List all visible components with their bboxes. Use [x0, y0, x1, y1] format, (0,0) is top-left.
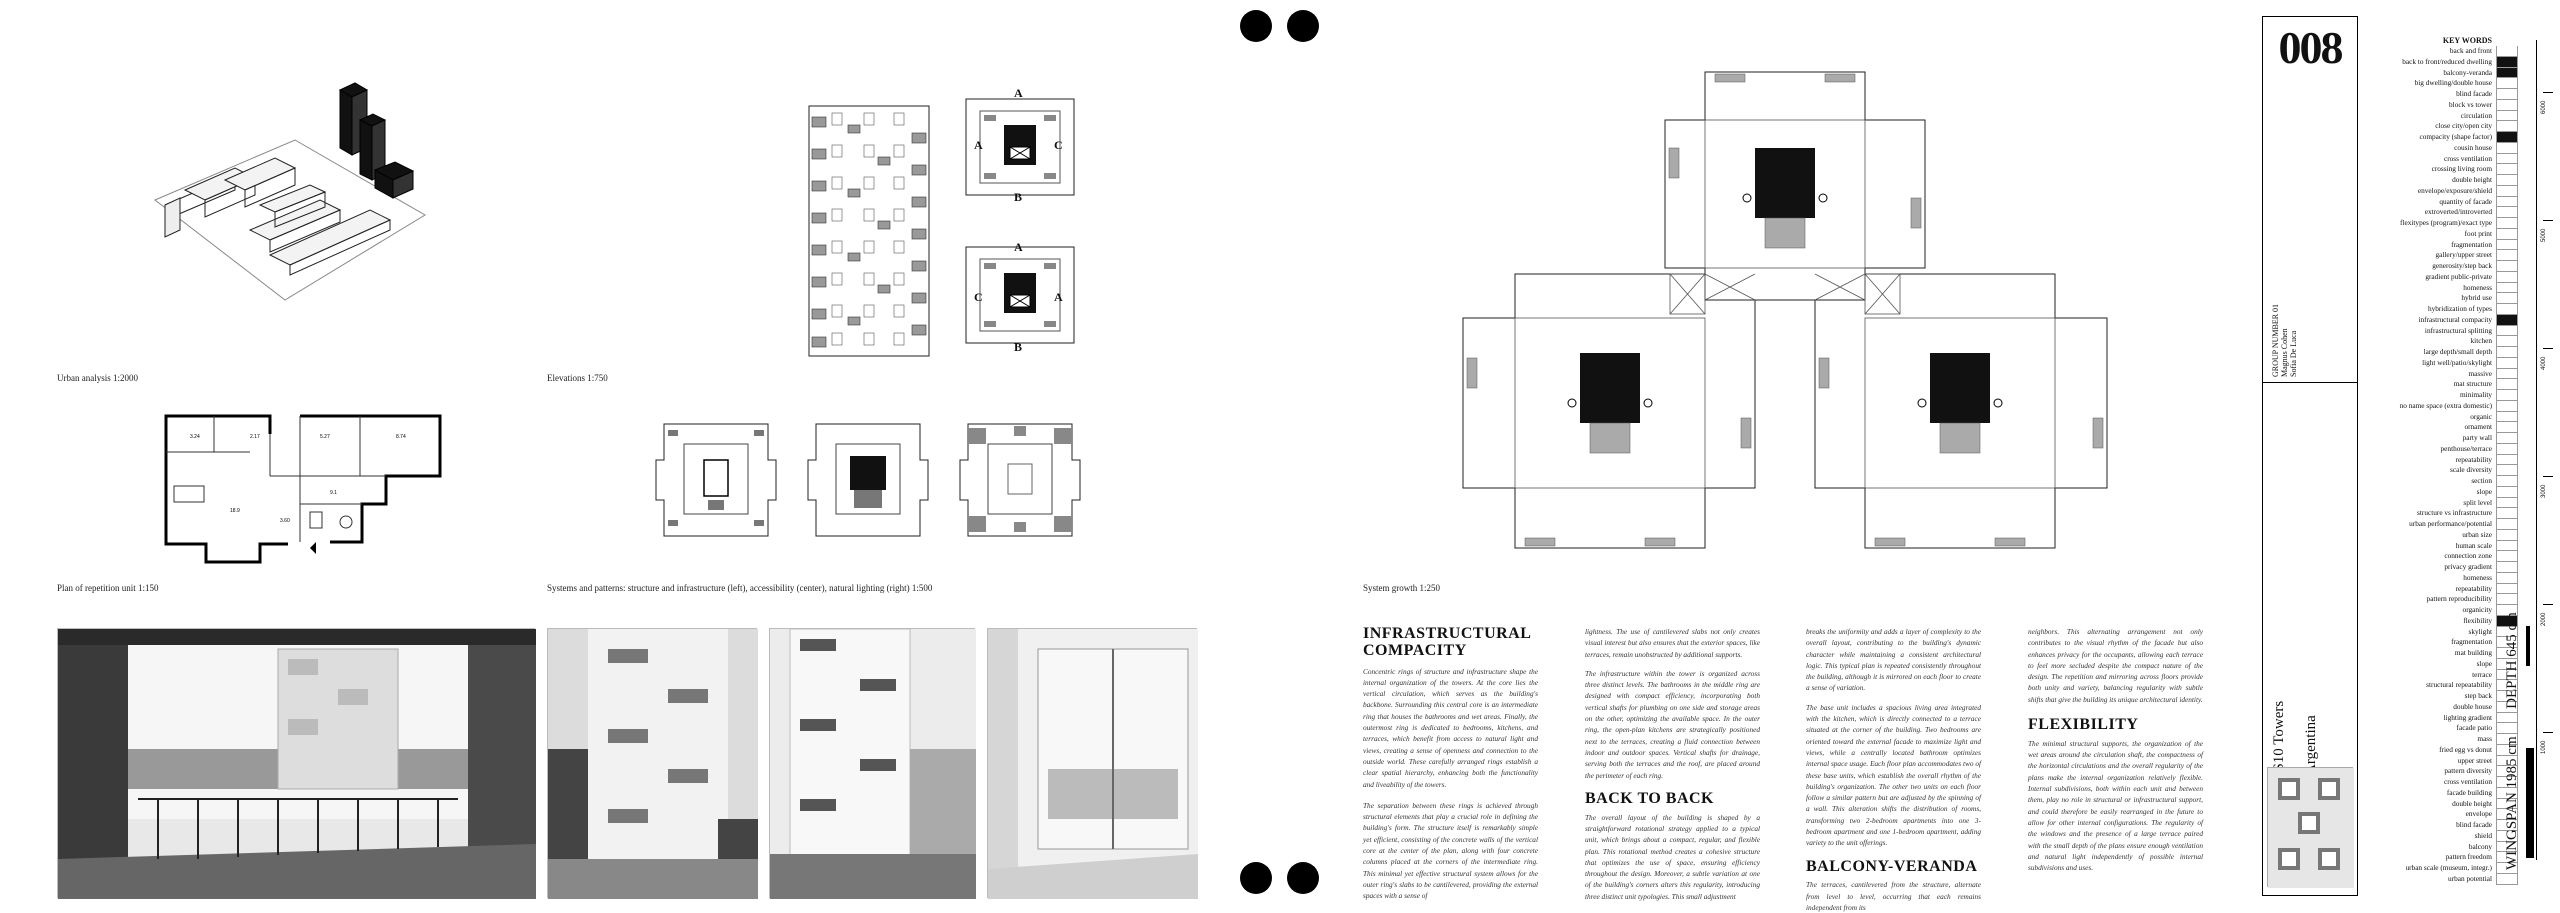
keyword-item: back to front/reduced dwelling [2402, 56, 2492, 66]
scale-tick-label: 5000 [2541, 228, 2547, 242]
essay-column-3 [1806, 626, 1981, 913]
keyword-marker [2497, 218, 2517, 229]
keyword-marker [2497, 412, 2517, 423]
keyword-item: double height [2452, 798, 2492, 808]
wingspan-bar [2526, 748, 2534, 858]
keyword-marker [2497, 476, 2517, 487]
keyword-marker [2497, 584, 2517, 595]
keyword-item: step back [2464, 691, 2492, 700]
keyword-marker [2497, 594, 2517, 605]
keyword-item: infrastructural splitting [2424, 325, 2492, 335]
binding-dot [1287, 862, 1319, 894]
caption-elevations: Elevations 1:750 [547, 373, 608, 383]
dimension-labels [2504, 612, 2521, 870]
keyword-item: generosity/step back [2432, 261, 2492, 270]
heading-back-to-back: BACK TO BACK [1585, 789, 1714, 807]
keyword-marker [2497, 229, 2517, 240]
keyword-item: double house [2453, 701, 2492, 711]
essay-paragraph: The infrastructure within the tower is organized across three distinct levels. The bathrooms in the middle ring are designed with compact efficiency, incorporating both vertical shafts for plumbing on one side and storage areas on the other, optimizing the available space. In the outer ring, the open-plan kitchens are strategically positioned next to the terraces, creating a fluid connection between indoor and outdoor spaces. Vertical shafts for drainage, serving both the terraces and the roof, are placed around the perimeter of each ring. [1585, 668, 1760, 780]
keyword-item: structural repeatability [2426, 680, 2492, 690]
elevation-label: A [1054, 290, 1063, 304]
elevation-label: C [974, 290, 983, 304]
keyword-marker [2497, 498, 2517, 509]
keyword-marker [2497, 46, 2517, 57]
keyword-marker [2497, 100, 2517, 111]
keyword-marker [2497, 143, 2517, 154]
keyword-item: mat structure [2453, 379, 2492, 389]
keyword-item: urban scale (museum, integr.) [2405, 863, 2492, 872]
unit-floor-plan [160, 412, 450, 572]
essay-paragraph: breaks the uniformity and adds a layer of complexity to the overall layout, contributing to the building's dynamic character while maintaining a consistent architectural logic. This typical plan is repeated consistently throughout the building, although it is mirrored on each floor to create a sense of variation. [1806, 627, 1981, 693]
essay-paragraph: The separation between these rings is achieved through structural elements that play a crucial role in defining the building's form. The structure itself is remarkably simple yet efficient, consisting of the concrete walls of the vertical core at the center of the plan, along with four concrete columns placed at the corners of the intermediate ring. This minimal yet effective structural system allows for the outer ring's slabs to be cantilevered, providing the external spaces with a sense of [1363, 800, 1538, 901]
photo-interior-window [987, 628, 1197, 898]
keyword-marker [2497, 390, 2517, 401]
keyword-item: mat building [2454, 648, 2492, 657]
keyword-marker [2497, 369, 2517, 380]
room-area: 18.9 [230, 508, 240, 514]
scale-tick [2543, 92, 2553, 93]
room-area: 5.27 [320, 434, 330, 440]
wingspan-label: WINGSPAN 1985 cm [2504, 736, 2520, 870]
title-block [2262, 16, 2358, 896]
keyword-marker [2497, 379, 2517, 390]
keyword-marker [2497, 573, 2517, 584]
keyword-marker [2497, 401, 2517, 412]
depth-label: DEPTH 645 cm [2504, 612, 2520, 709]
photo-tower-facade [547, 628, 757, 898]
keyword-item: block vs tower [2449, 99, 2492, 109]
keyword-item: structure vs infrastructure [2417, 508, 2492, 518]
scale-tick [2543, 220, 2553, 221]
keyword-item: mass [2477, 734, 2492, 743]
keyword-item: urban performance/potential [2409, 519, 2492, 528]
keyword-marker [2497, 562, 2517, 573]
keyword-marker [2497, 78, 2517, 89]
caption-plan-repetition: Plan of repetition unit 1:150 [57, 583, 159, 593]
scale-tick-label: 6000 [2541, 100, 2547, 114]
keyword-item: balcony [2468, 841, 2492, 851]
keyword-item: party wall [2462, 433, 2492, 442]
elevation-label: A [974, 138, 983, 152]
keyword-item: upper street [2457, 755, 2492, 765]
keyword-item: minimality [2459, 390, 2492, 399]
keyword-marker [2497, 444, 2517, 455]
room-area: 3.24 [190, 434, 200, 440]
keyword-marker [2497, 530, 2517, 541]
keyword-marker [2497, 455, 2517, 466]
keyword-item: balcony-veranda [2443, 67, 2492, 77]
essay-paragraph: lightness. The use of cantilevered slabs not only creates visual interest but also ensures that the exterior spaces, like terraces, remain unobstructed by additional supports. [1585, 627, 1760, 659]
elevation-label: B [1014, 190, 1023, 204]
keyword-marker [2497, 347, 2517, 358]
keyword-item: compacity (shape factor) [2419, 132, 2492, 141]
keyword-item: blind facade [2456, 820, 2492, 829]
keyword-item: pattern diversity [2444, 766, 2492, 776]
systems-plan-accessibility [806, 420, 930, 540]
keyword-item: big dwelling/double house [2414, 78, 2492, 88]
member-name: Magnus Cohen [2280, 328, 2289, 377]
keyword-marker [2497, 487, 2517, 498]
keyword-marker [2497, 121, 2517, 132]
keyword-item: repeatability [2455, 583, 2492, 593]
keyword-item: scale diversity [2450, 465, 2492, 475]
urban-axonometric [145, 70, 435, 330]
caption-urban-analysis: Urban analysis 1:2000 [57, 373, 138, 383]
scale-tick [2543, 732, 2553, 733]
keyword-marker [2497, 283, 2517, 294]
keywords-list [2346, 46, 2492, 885]
elevation-drawing [808, 105, 930, 357]
keyword-item: homeness [2463, 572, 2492, 582]
keyword-marker [2497, 250, 2517, 261]
essay-paragraph: The terraces, cantilevered from the structure, alternate from level to level, occurring that each remains independent from its [1806, 880, 1981, 913]
keyword-marker [2497, 111, 2517, 122]
keyword-marker [2497, 422, 2517, 433]
keyword-item: repeatability [2455, 454, 2492, 464]
keyword-active-marker [2497, 132, 2517, 143]
keyword-item: fried egg vs donut [2439, 744, 2492, 754]
keyword-item: blind facade [2456, 89, 2492, 98]
essay-paragraph: Concentric rings of structure and infrastructure shape the internal organization of the towers. At the core lies the vertical circulation, which serves as the building's backbone. Surrounding this central core is an intermediate ring that houses the bathrooms and wet areas. Finally, the outermost ring is dedicated to bedrooms, kitchens, and terraces, which benefit from access to natural light and views, creating a sense of openness and connection to the outside world. These carefully arranged rings establish a clear spatial hierarchy, enhancing both the functionality and liveability of the towers. [1363, 666, 1538, 789]
keyword-marker [2497, 336, 2517, 347]
group-info [2271, 304, 2298, 377]
keyword-item: hybrid use [2461, 293, 2492, 303]
scale-tick [2543, 348, 2553, 349]
system-growth-plan [1455, 68, 2115, 568]
elevation-label: B [1014, 340, 1023, 354]
keyword-item: human scale [2455, 540, 2492, 550]
room-area: 2.17 [250, 434, 260, 440]
keyword-item: cross ventilation [2443, 777, 2492, 786]
scale-tick [2543, 476, 2553, 477]
keyword-item: facade patio [2456, 723, 2492, 733]
scale-ruler [2536, 40, 2552, 860]
keyword-marker [2497, 197, 2517, 208]
essay-column-1 [1363, 626, 1538, 902]
keyword-item: quantity of facade [2439, 196, 2492, 206]
heading-balcony-veranda: BALCONY-VERANDA [1806, 857, 1978, 875]
keyword-item: facade building [2446, 787, 2492, 797]
keyword-marker [2497, 551, 2517, 562]
keyword-item: envelope [2465, 809, 2492, 819]
keyword-item: organicity [2462, 605, 2492, 614]
member-name: Sofia De Luca [2289, 330, 2298, 377]
keyword-item: large depth/small depth [2423, 347, 2492, 356]
keyword-item: kitchen [2470, 336, 2492, 346]
essay-paragraph: The base unit includes a spacious living area integrated with the kitchen, which is directly connected to a terrace situated at the corner of the building. Two bedrooms are oriented toward the external facade to maximize light and views, while a centrally located bathroom optimizes internal space usage. Each floor plan accommodates two of these base units, which establish the overall rhythm of the building's organization. The other two units on each floor follow a similar pattern but are adjusted by the spinning of a wall. This alteration shifts the distribution of rooms, transforming two 2-bedroom apartments into one 3-bedroom apartment and one 1-bedroom apartment, adding variety to the unit offerings. [1806, 702, 1981, 848]
sheet-number: 008 [2278, 22, 2342, 73]
essay-column-2 [1585, 626, 1760, 902]
keyword-item: cross ventilation [2443, 153, 2492, 163]
keyword-marker [2497, 293, 2517, 304]
keyword-item: no name space (extra domestic) [2399, 400, 2492, 410]
keyword-item: lighting gradient [2443, 712, 2492, 722]
keyword-item: privacy gradient [2444, 562, 2492, 571]
keyword-item: flexitypes (program)/exact type [2400, 218, 2492, 227]
keyword-item: skylight [2468, 626, 2492, 636]
heading-flexibility: FLEXIBILITY [2028, 716, 2139, 734]
keyword-marker [2497, 874, 2517, 885]
photo-tower-exterior [769, 628, 975, 898]
keyword-item: massive [2468, 368, 2492, 378]
binding-dot [1240, 10, 1272, 42]
scale-tick-label: 4000 [2541, 356, 2547, 370]
keyword-marker [2497, 89, 2517, 100]
keyword-item: cousin house [2454, 142, 2492, 152]
keyword-item: circulation [2460, 110, 2492, 120]
elevation-label: C [1054, 138, 1063, 152]
keyword-item: split level [2463, 497, 2492, 507]
keyword-item: shield [2474, 830, 2492, 840]
keyword-item: double height [2452, 175, 2492, 184]
keyword-marker [2497, 541, 2517, 552]
keyword-active-marker [2497, 68, 2517, 79]
keyword-item: envelope/exposure/shield [2417, 185, 2492, 195]
keyword-item: extroverted/introverted [2424, 207, 2492, 217]
keyword-item: urban potential [2448, 873, 2492, 883]
room-area: 3.60 [280, 518, 290, 524]
scale-tick-label: 1000 [2541, 740, 2547, 754]
keyword-item: light well/patio/skylight [2422, 357, 2492, 367]
keyword-item: hybridization of types [2427, 304, 2492, 313]
keyword-item: close city/open city [2435, 121, 2492, 131]
scale-tick-label: 3000 [2541, 484, 2547, 498]
keyword-marker [2497, 433, 2517, 444]
photo-terrace-interior [57, 628, 535, 898]
keyword-marker [2497, 207, 2517, 218]
keyword-item: gallery/upper street [2435, 250, 2492, 260]
keyword-item: crossing living room [2431, 164, 2492, 174]
keyword-item: ornament [2464, 422, 2492, 432]
keyword-item: homeness [2463, 282, 2492, 292]
essay-paragraph: The overall layout of the building is shaped by a straightforward rotational strategy applied to a typical unit, which brings about a compact, regular, and flexible plan. This rotational method creates a cohesive structure that optimizes the use of space, ensuring efficiency throughout the design. Moreover, a subtle variation at one of the building's corners alters this regularity, introducing three distinct unit typologies. This small adjustment [1585, 812, 1760, 901]
heading-infrastructural-compacity: INFRASTRUCTURAL COMPACITY [1363, 625, 1531, 659]
binding-dot [1240, 862, 1272, 894]
keyword-item: infrastructural compacity [2418, 314, 2492, 324]
model-photo [2267, 767, 2353, 887]
keywords-title: KEY WORDS [2442, 36, 2492, 45]
keyword-marker [2497, 358, 2517, 369]
keyword-marker [2497, 240, 2517, 251]
keyword-active-marker [2497, 57, 2517, 68]
essay-paragraph: neighbors. This alternating arrangement not only contributes to the visual rhythm of the facade but also enhances privacy for the occupants, allowing each terrace to feel more secluded despite the compact nature of the design. The repetition and mirroring across floors provide both unity and variety, balancing regularity with subtle shifts that give the building its unique architectural identity. [2028, 627, 2203, 704]
keyword-marker [2497, 261, 2517, 272]
keyword-active-marker [2497, 315, 2517, 326]
keyword-marker [2497, 175, 2517, 186]
keyword-item: slope [2476, 486, 2492, 496]
depth-bar [2526, 626, 2530, 666]
keyword-item: connection zone [2444, 551, 2492, 561]
keyword-item: flexibility [2463, 615, 2492, 625]
room-area: 9.1 [330, 490, 337, 496]
scale-tick-label: 2000 [2541, 612, 2547, 626]
systems-plan-lighting [958, 420, 1082, 540]
keyword-item: back and front [2449, 46, 2492, 55]
elevation-label: A [1014, 86, 1023, 100]
keyword-marker [2497, 508, 2517, 519]
elevation-label: A [1014, 240, 1023, 254]
essay-paragraph: The minimal structural supports, the organization of the wet areas around the circulation shaft, the compactness of the horizontal circulations and the overall regularity of the plans make the internal organization relatively flexible. Internal subdivisions, both within each unit and between them, play no role in structural or infrastructural support, and could therefore be easily rearranged in the future to allow for other internal configurations. The regularity of the windows and the presence of a large terrace paired with the small depth of the plans ensure enough ventilation and natural light independently of possible internal subdivisions and uses. [2028, 738, 2203, 873]
keyword-item: terrace [2472, 669, 2492, 679]
keyword-item: fragmentation [2451, 637, 2492, 647]
keyword-marker [2497, 304, 2517, 315]
keyword-item: foot print [2464, 228, 2492, 238]
keyword-marker [2497, 164, 2517, 175]
keyword-item: pattern freedom [2445, 852, 2492, 862]
project-title: S10 Towers [2271, 700, 2287, 772]
room-area: 8.74 [396, 434, 406, 440]
keyword-marker [2497, 519, 2517, 530]
keyword-item: fragmentation [2451, 239, 2492, 249]
systems-plan-structure [654, 420, 778, 540]
keyword-item: section [2471, 476, 2492, 485]
keyword-item: slope [2476, 658, 2492, 668]
keyword-item: gradient public-private [2425, 271, 2492, 281]
keyword-marker [2497, 154, 2517, 165]
caption-system-growth: System growth 1:250 [1363, 583, 1441, 593]
group-number: GROUP NUMBER 01 [2271, 303, 2280, 377]
keyword-item: pattern reproducibility [2426, 594, 2492, 604]
keyword-item: urban size [2462, 529, 2492, 539]
caption-systems-patterns: Systems and patterns: structure and infrastructure (left), accessibility (center), natural lighting (right) 1:500 [547, 583, 933, 593]
keyword-item: organic [2470, 411, 2492, 421]
keyword-marker [2497, 326, 2517, 337]
keyword-item: penthouse/terrace [2440, 443, 2492, 453]
keyword-marker [2497, 465, 2517, 476]
keyword-marker [2497, 186, 2517, 197]
binding-dot [1287, 10, 1319, 42]
scale-tick [2543, 604, 2553, 605]
keyword-marker [2497, 272, 2517, 283]
essay-column-4 [2028, 626, 2203, 873]
